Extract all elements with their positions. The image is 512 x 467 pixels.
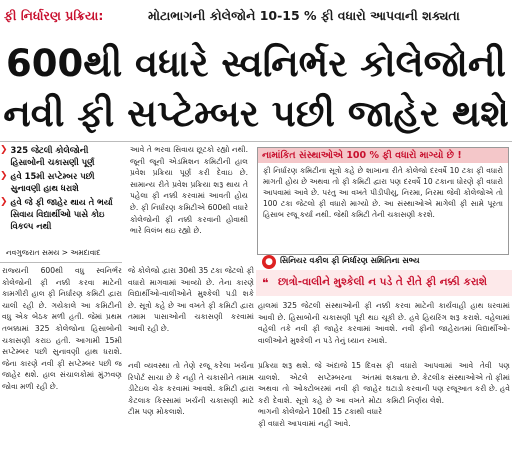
quote-body: હાલમાં 325 જેટલી સંસ્થાઓની ફી નક્કી કરવા માટેની કાર્યવાહી હાથ ધરવામાં આવી છે. હિસાબોની ચકાસણી પૂરી થઇ ચૂકી છે. હવે હિયરિંગ શરૂ કરાશે. વહેલામાં વહેલી તકે નવી ફી જાહેર કરવામાં આવશે. નવી ફીની જાહેરાતમાં વિદ્યાર્થીઓ-વાલીઓને મુશ્કેલી ન પડે તેનું ધ્યાન રખાશે. xyxy=(258,301,510,345)
bullet-icon: ❯ xyxy=(0,171,8,181)
highlight-item xyxy=(0,170,120,194)
headline-line-2: નવી ફી સપ્ટેમ્બર પછી જાહેર થશે xyxy=(3,92,509,135)
quote-attribution-text: સિનિયર વકીલ ફી નિર્ધારણ સમિતિના સભ્ય xyxy=(280,256,420,265)
sidebar-box-title: નામાંકિત સંસ્થાઓએ 100 % ફી વધારો માગ્યો છે ! xyxy=(258,148,508,163)
headline-line-1: 600થી વધારે સ્વનિર્ભર કોલેજોની xyxy=(5,42,507,85)
highlight-item xyxy=(0,144,120,168)
article-column-a: આવે તે ભરવા સિવાય છૂટકો રહ્યો નથી. જૂની જૂની એડમિશન કમિટીની હાલ પ્રવેશ પ્રક્રિયા પૂર્ણ કરી દેવાઇ છે. સામાન્ય રીતે પ્રવેશ પ્રક્રિયા શરૂ થાય તે પહેલા ફી નક્કી કરવામાં આવતી હોય છે. ફી નિર્ધારણ કમિટીએ 600થી વધારે કોલેજોની ફી નક્કી કરવાની હોવાથી ભારે વિલંબ થઇ રહ્યો છે. xyxy=(130,145,248,236)
section-divider xyxy=(0,262,122,263)
sidebar-box xyxy=(257,147,509,255)
headline-divider xyxy=(0,141,512,142)
quote-heading-text: છાત્રો-વાલીને મુશ્કેલી ન પડે તે રીતે ફી નક્કી કરાશે xyxy=(278,276,487,288)
highlight-item xyxy=(0,196,120,232)
kicker-label: ફી નિર્ધારણ પ્રક્રિયા: xyxy=(4,8,104,23)
byline: નવગુજરાત સમય > અમદાવાદ xyxy=(6,248,101,257)
bullet-icon: ❯ xyxy=(0,145,8,155)
quote-attribution xyxy=(262,255,502,269)
article-column-left: રાજ્યની 600થી વધુ સ્વનિર્ભર કોલેજોની ફી નક્કી કરવા માટેની કામગીરી હાલ ફી નિર્ધારણ કમિટી દ્વારા ચાલી રહી છે. ગયેકાલે આ કમિટીની વધુ એક બેઠક મળી હતી. જેમાં પ્રથમ તબક્કામાં 325 કોલેજોના હિસાબોની ચકાસણી કરાઇ હતી. આગામી 15મી સપ્ટેમ્બર પછી સુનાવણી હાથ ધરાશે. જેના કારણે નવી ફી સપ્ટેમ્બર પછી જ જાહેર થશે. હાલ સંચાલકોમાં મુંઝવણ જોવા મળી રહી છે. xyxy=(2,266,122,391)
highlight-text: હવે 15મી સપ્ટેમ્બર પછી સુનાવણી હાથ ધરાશે xyxy=(10,171,95,193)
article-column-bottom-3: ફી વધારો આપવામાં આવે તેવી પણ શક્યતા છે. કેટલીક સંસ્થાઓએ તો ફીમાં ઘટાડો કરવાની પણ રજૂઆત કરી છે. હવે કમિટી નિર્ણય લેશે. xyxy=(386,361,510,405)
article-column-bottom-2: પ્રક્રિયા શરૂ થશે. જે અંદાજે 15 દિવસ ચાલશે. એટલે સપ્ટેમ્બરના અંતમાં અથવા તો ઓક્ટોબરમાં નવી ફી જાહેર કરી દેવાશે. સૂત્રો કહે છે આ વખતે મોટા ભાગની કોલેજોને 10થી 15 ટકાથી વધારે ફી વધારો આપવામાં નહીં આવે. xyxy=(258,361,382,428)
bullet-icon: ❯ xyxy=(0,197,8,207)
article-column-bottom-1: નવી વ્યવસ્થા તો તેણે રજૂ કરેલા ખર્ચના રિપોર્ટ સાચા છે કે નહી તે ચકાસીને તમામ ડીટેઇલ ચેક કરવામાં આવશે. કમિટી દ્વારા કેટલાક કિસ્સામાં ખર્ચની ચકાસણી માટે ટીમ પણ મોકલાશે. xyxy=(128,361,254,417)
highlight-text: હવે જે ફી જાહેર થાય તે ભર્યા સિવાય વિદ્યાર્થીઓ પાસે કોઇ વિકલ્પ નથી xyxy=(10,197,113,231)
quote-heading xyxy=(256,270,512,296)
quote-icon: ❝ xyxy=(262,276,269,290)
sidebar-box-text: ફી નિર્ધારણ કમિટીના સૂત્રો કહે છે શાખાના રીતે કોલેજો દરવર્ષે 10 ટકા ફી વધારો માગતી હોય છે અથવા તો ફી કમિટી દ્વારા પણ દરવર્ષે 10 ટકાના ધોરણે ફી વધારો આપવામાં આવે છે. પરંતુ આ વખતે પીડીપીયુ, નિરમા, નિરમા જેવી કોલેજોએ તો 100 ટકા જેટલો ફી વધારો માગ્યો છે. આ સંસ્થાઓએ માગેલી ફી સામે પૂરતા હિસાબ રજૂ કર્યા નથી. જેથી કમિટી તેની ચકાસણી કરશે. xyxy=(263,166,503,219)
highlights-list xyxy=(0,144,120,262)
article-column-mid: જે કોલેજો દ્વારા 30થી 35 ટકા જેટલો ફી વધારો માગવામાં આવ્યો છે. તેના કારણે વિદ્યાર્થીઓ-વાલીઓને મુશ્કેલી પડી શકે છે. સૂત્રો કહે છે આ વખતે ફી કમિટી દ્વારા તમામ પાસાઓની ચકાસણી કરવામાં આવી રહી છે. xyxy=(128,266,254,333)
top-strap-line: મોટાભાગની કોલેજોને 10-15 % ફી વધારો આપવાની શક્યતા xyxy=(148,8,460,23)
person-icon: ● xyxy=(262,255,276,269)
top-strap xyxy=(0,0,512,40)
highlight-text: 325 જેટલી કોલેજોની હિસાબોની ચકાસણી પૂર્ણ xyxy=(10,145,95,167)
